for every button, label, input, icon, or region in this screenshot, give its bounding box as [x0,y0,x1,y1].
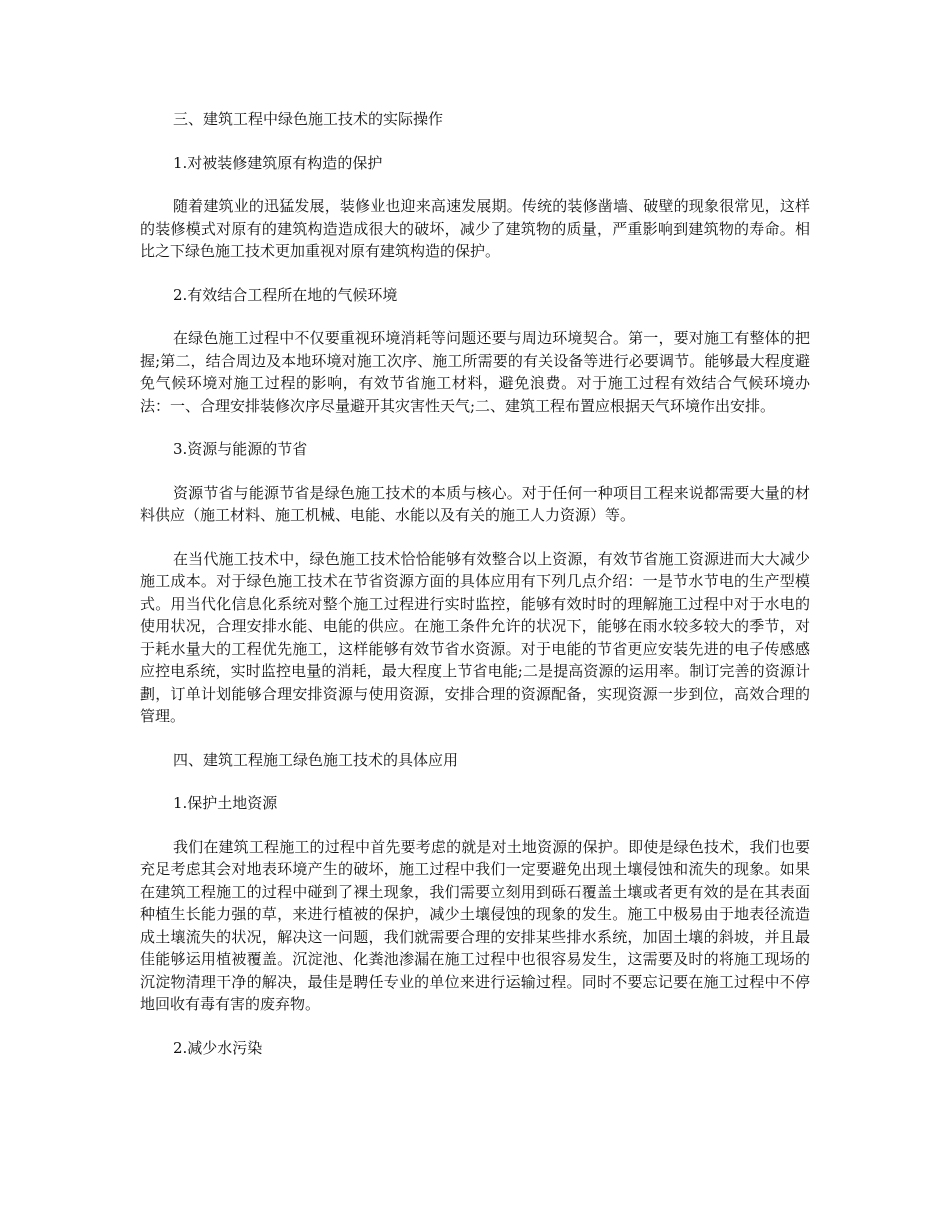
subsection-heading: 1.对被装修建筑原有构造的保护 [173,153,383,172]
section-heading: 三、建筑工程中绿色施工技术的实际操作 [173,110,444,128]
document-page [140,108,810,1080]
subsection-heading: 1.保护土地资源 [173,794,278,812]
paragraph: 在当代施工技术中，绿色施工技术恰恰能够有效整合以上资源，有效节省施工资源进而大大减少施工成本。对于绿色施工技术在节省资源方面的具体应用有下列几点介绍：一是节水节电的生产型模式。用当代化信息化系统对整个施工过程进行实时监控，能够有效时时的理解施工过程中对于水电的使用状况，合理安排水能、电能的供应。在施工条件允许的状况下，能够在雨水较多较大的季节，对于耗水量大的工程优先施工，这样能够有效节省水资源。对于电能的节省更应安装先进的电子传感感应控电系统，实时监控电量的消耗，最大程度上节省电能;二是提高资源的运用率。制订完善的资源计劃，订单计划能够合理安排资源与使用资源，安排合理的资源配备，实现资源一步到位，高效合理的管理。 [140,549,810,725]
subsection-heading: 2.减少水污染 [173,1038,263,1057]
subsection-heading: 2.有效结合工程所在地的气候环境 [173,285,398,304]
paragraph: 在绿色施工过程中不仅要重视环境消耗等问题还要与周边环境契合。第一，要对施工有整体的把握;第二，结合周边及本地环境对施工次序、施工所需要的有关设备等进行必要调节。能够最大程度避免气候环境对施工过程的影响，有效节省施工材料，避免浪费。对于施工过程有效结合气候环境办法：一、合理安排装修次序尽量避开其灾害性天气;二、建筑工程布置应根据天气环境作出安排。 [140,329,810,415]
section-heading: 四、建筑工程施工绿色施工技术的具体应用 [173,750,459,769]
paragraph: 我们在建筑工程施工的过程中首先要考虑的就是对土地资源的保护。即使是绿色技术，我们也要充足考虑其会对地表环境产生的破坏，施工过程中我们一定要避免出现土壤侵蚀和流失的现象。如果在建筑工程施工的过程中碰到了裸土现象，我们需要立刻用到砾石覆盖土壤或者更有效的是在其表面种植生长能力强的草，来进行植被的保护，减少土壤侵蚀的现象的发生。施工中极易由于地表径流造成土壤流失的状况，解决这一问题，我们就需要合理的安排某些排水系统，加固土壤的斜坡，并且最佳能够运用植被覆盖。沉淀池、化粪池渗漏在施工过程中也很容易发生，这需要及时的将施工现场的沉淀物清理干净的解决，最佳是聘任专业的单位来进行运输过程。同时不要忘记要在施工过程中不停地回收有毒有害的废弃物。 [140,837,810,1013]
subsection-heading: 3.资源与能源的节省 [173,440,308,458]
paragraph: 资源节省与能源节省是绿色施工技术的本质与核心。对于任何一种项目工程来说都需要大量的材料供应（施工材料、施工机械、电能、水能以及有关的施工人力资源）等。 [140,483,810,524]
paragraph: 随着建筑业的迅猛发展，装修业也迎来高速发展期。传统的装修凿墙、破壁的现象很常见，这样的装修模式对原有的建筑构造造成很大的破坏，减少了建筑物的质量，严重影响到建筑物的寿命。相比之下绿色施工技术更加重视对原有建筑构造的保护。 [140,197,810,260]
